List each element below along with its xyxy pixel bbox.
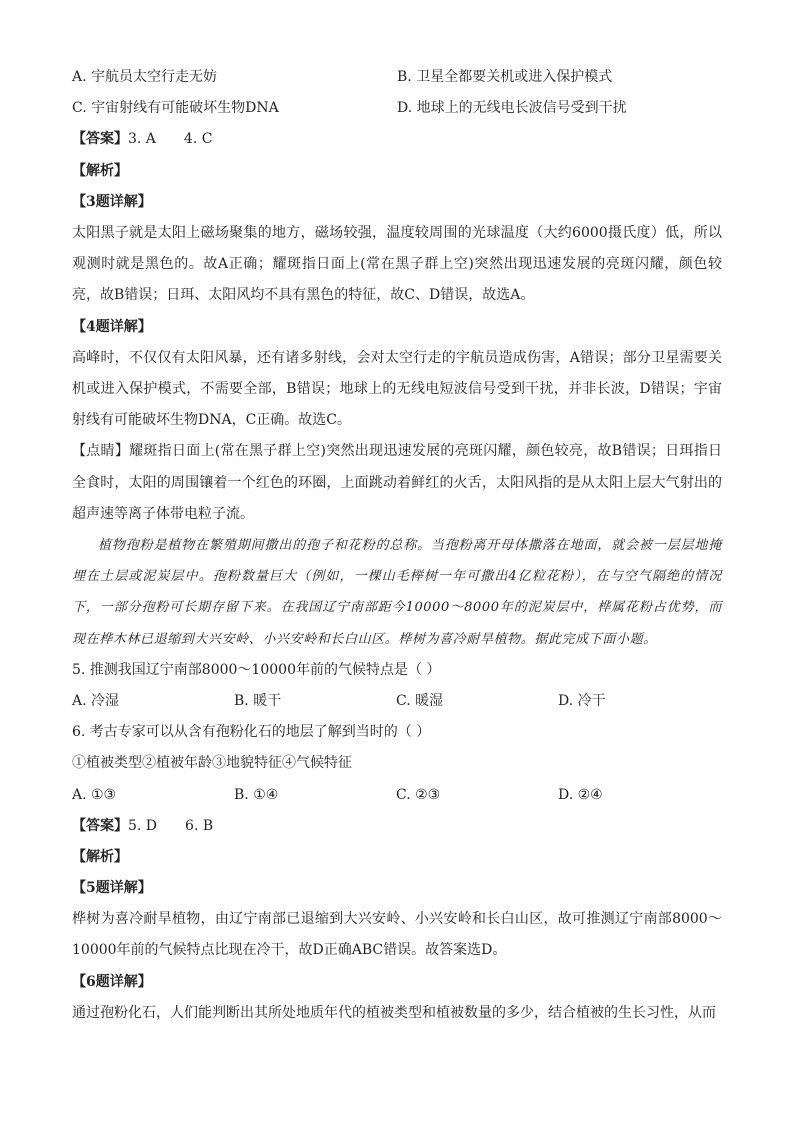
q6-option-b: B. ①④ — [234, 786, 279, 803]
option-b: B. 卫星全都要关机或进入保护模式 — [397, 69, 613, 85]
option-c: C. 宇宙射线有可能破坏生物DNA — [72, 100, 279, 117]
key-point-text: 【点睛】耀斑指日面上(常在黑子群上空)突然出现迅速发展的亮斑闪耀，颜色较亮，故B错误；日珥指日全食时，太阳的周围镶着一个红色的环圈，上面跳动着鲜红的火舌，太阳风指的是从太阳上层大气射出的超声速等离子体带电粒子流。 — [72, 443, 722, 522]
question-5-options — [72, 686, 722, 717]
answer-4: 4. C — [183, 131, 213, 148]
answer-tag: 【答案】 — [72, 817, 128, 834]
answer-line-3-4 — [72, 124, 722, 155]
options-row-1 — [72, 62, 722, 93]
q6-option-d: D. ②④ — [558, 786, 603, 803]
detail-4-heading: 【4题详解】 — [72, 318, 152, 335]
option-d: D. 地球上的无线电长波信号受到干扰 — [397, 100, 627, 117]
answer-tag: 【答案】 — [72, 131, 128, 148]
question-6-items: ①植被类型②植被年龄③地貌特征④气候特征 — [72, 755, 352, 772]
question-6-options — [72, 780, 722, 811]
answer-3: 3. A — [128, 131, 156, 148]
detail-5-text: 桦树为喜冷耐旱植物，由辽宁南部已退缩到大兴安岭、小兴安岭和长白山区，故可推测辽宁南部8000～10000年前的气候特点比现在冷干，故D正确ABC错误。故答案选D。 — [72, 911, 722, 959]
q5-option-a: A. 冷湿 — [72, 692, 120, 709]
q5-option-c: C. 暖湿 — [396, 692, 444, 709]
reading-passage: 植物孢粉是植物在繁殖期间撒出的孢子和花粉的总称。当孢粉离开母体撒落在地面，就会被一层层地掩埋在土层或泥炭层中。孢粉数量巨大（例如，一棵山毛榉树一年可撒出4亿粒花粉），在与空气隔绝的情况下，一部分孢粉可长期存留下来。在我国辽宁南部距今10000～8000年的泥炭层中，桦属花粉占优势，而现在桦木林已退缩到大兴安岭、小兴安岭和长白山区。桦树为喜冷耐旱植物。据此完成下面小题。 — [72, 537, 722, 647]
answer-5: 5. D — [128, 817, 158, 834]
detail-4-text: 高峰时，不仅仅有太阳风暴，还有诸多射线，会对太空行走的宇航员造成伤害，A错误；部分卫星需要关机或进入保护模式，不需要全部，B错误；地球上的无线电短波信号受到干扰，并非长波，D错误；宇宙射线有可能破坏生物DNA，C正确。故选C。 — [72, 349, 722, 429]
document-page — [72, 62, 722, 1029]
options-row-2 — [72, 93, 722, 124]
detail-3-text: 太阳黑子就是太阳上磁场聚集的地方，磁场较强，温度较周围的光球温度（大约6000摄氏度）低，所以观测时就是黑色的。故A正确；耀斑指日面上(常在黑子群上空)突然出现迅速发展的亮斑闪耀，颜色较亮，故B错误；日珥、太阳风均不具有黑色的特征，故C、D错误，故选A。 — [72, 224, 722, 304]
detail-6-text: 通过孢粉化石，人们能判断出其所处地质年代的植被类型和植被数量的多少，结合植被的生长习性，从而 — [72, 1004, 716, 1021]
option-a: A. 宇航员太空行走无妨 — [72, 69, 218, 85]
q5-option-d: D. 冷干 — [558, 692, 606, 709]
q5-option-b: B. 暖干 — [234, 692, 282, 709]
detail-5-heading: 【5题详解】 — [72, 880, 152, 897]
analysis-heading: 【解析】 — [72, 162, 128, 179]
answer-6: 6. B — [185, 817, 214, 834]
analysis-heading: 【解析】 — [72, 848, 128, 865]
question-6-stem: 6. 考古专家可以从含有孢粉化石的地层了解到当时的（ ） — [72, 724, 431, 741]
question-5-stem: 5. 推测我国辽宁南部8000～10000年前的气候特点是（ ） — [72, 661, 441, 678]
q6-option-a: A. ①③ — [72, 786, 117, 803]
q6-option-c: C. ②③ — [396, 786, 441, 803]
detail-3-heading: 【3题详解】 — [72, 193, 152, 210]
answer-line-5-6 — [72, 811, 722, 842]
detail-6-heading: 【6题详解】 — [72, 973, 152, 990]
